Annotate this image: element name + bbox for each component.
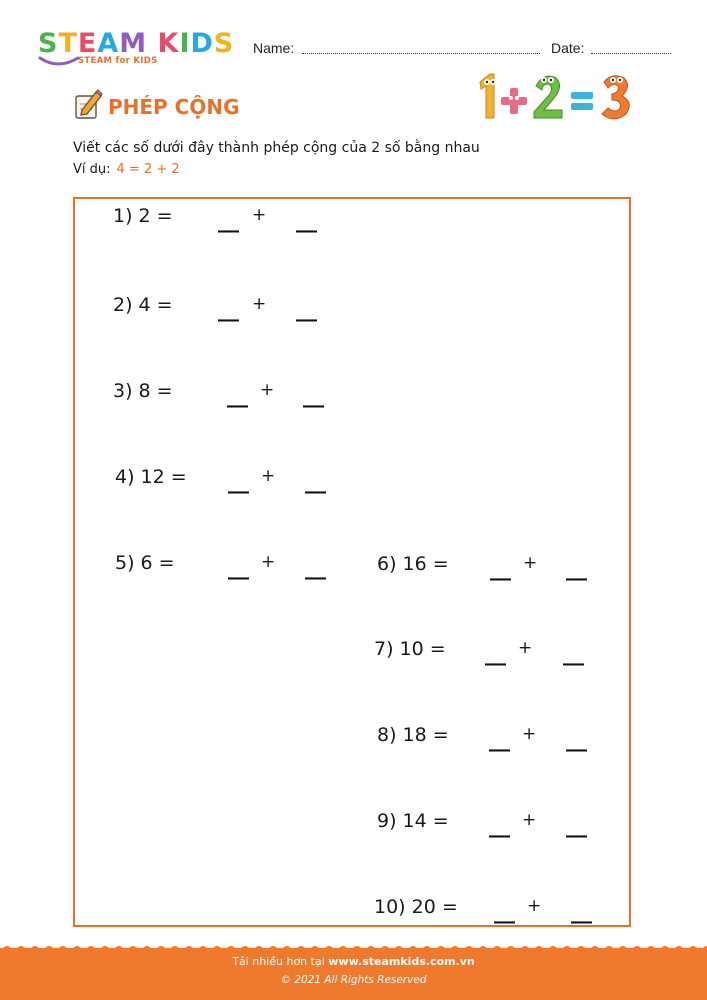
problem-3-blank-1[interactable]: __ bbox=[227, 383, 247, 408]
footer-download-line bbox=[0, 955, 707, 968]
problem-1-plus: + bbox=[252, 205, 267, 225]
problem-8-label: 8) 18 = bbox=[377, 724, 449, 746]
footer-website-link[interactable]: www.steamkids.com.vn bbox=[328, 955, 475, 968]
problem-4-blank-2[interactable]: __ bbox=[305, 469, 325, 494]
problem-6-plus: + bbox=[523, 553, 538, 573]
steam-kids-logo bbox=[38, 30, 238, 74]
problem-7-blank-1[interactable]: __ bbox=[485, 641, 505, 666]
name-label: Name: bbox=[253, 40, 295, 56]
example-line bbox=[73, 162, 180, 177]
problem-9-blank-2[interactable]: __ bbox=[566, 813, 586, 838]
example-value: 4 = 2 + 2 bbox=[116, 162, 180, 177]
cartoon-one-icon bbox=[480, 74, 496, 118]
cartoon-three-icon bbox=[602, 76, 629, 119]
problem-5-blank-2[interactable]: __ bbox=[305, 555, 325, 580]
problem-6-blank-1[interactable]: __ bbox=[490, 556, 510, 581]
logo-swoosh-icon bbox=[38, 52, 80, 70]
problem-8-blank-2[interactable]: __ bbox=[566, 727, 586, 752]
problem-1-blank-2[interactable]: __ bbox=[296, 208, 316, 233]
problem-10-blank-1[interactable]: __ bbox=[494, 899, 514, 924]
problem-5-plus: + bbox=[261, 552, 276, 572]
problem-7-plus: + bbox=[518, 638, 533, 658]
problem-9-blank-1[interactable]: __ bbox=[489, 813, 509, 838]
footer-download-prefix: Tải nhiều hơn tại bbox=[232, 955, 325, 968]
logo-subtitle: STEAM for KIDS bbox=[78, 56, 158, 66]
problem-4-label: 4) 12 = bbox=[115, 466, 187, 488]
cartoon-equals-icon bbox=[571, 92, 593, 110]
footer-copyright: © 2021 All Rights Reserved bbox=[280, 974, 427, 986]
problem-3-label: 3) 8 = bbox=[113, 380, 173, 402]
example-label: Ví dụ: bbox=[73, 162, 111, 177]
problem-5-label: 5) 6 = bbox=[115, 552, 175, 574]
problem-2-blank-1[interactable]: __ bbox=[218, 297, 238, 322]
problem-9-label: 9) 14 = bbox=[377, 810, 449, 832]
problem-7-label: 7) 10 = bbox=[374, 638, 446, 660]
problem-8-plus: + bbox=[522, 724, 537, 744]
problem-3-blank-2[interactable]: __ bbox=[303, 383, 323, 408]
cartoon-numbers-illustration bbox=[466, 68, 646, 124]
date-field[interactable] bbox=[591, 53, 671, 54]
problem-6-label: 6) 16 = bbox=[377, 553, 449, 575]
name-field[interactable] bbox=[302, 53, 540, 54]
problem-6-blank-2[interactable]: __ bbox=[566, 556, 586, 581]
problem-10-blank-2[interactable]: __ bbox=[571, 899, 591, 924]
worksheet-title: PHÉP CỘNG bbox=[108, 95, 240, 119]
problem-10-plus: + bbox=[527, 896, 542, 916]
cartoon-two-icon bbox=[534, 76, 562, 118]
pencil-paper-icon bbox=[72, 88, 104, 120]
problem-2-plus: + bbox=[252, 294, 267, 314]
date-label: Date: bbox=[551, 40, 585, 56]
problem-1-label: 1) 2 = bbox=[113, 205, 173, 227]
problem-5-blank-1[interactable]: __ bbox=[228, 555, 248, 580]
problem-2-blank-2[interactable]: __ bbox=[296, 297, 316, 322]
cartoon-plus-icon bbox=[501, 88, 527, 114]
problem-7-blank-2[interactable]: __ bbox=[563, 641, 583, 666]
logo-wordmark: STEAM KIDS bbox=[38, 28, 235, 59]
problem-9-plus: + bbox=[522, 810, 537, 830]
problem-1-blank-1[interactable]: __ bbox=[218, 208, 238, 233]
problem-3-plus: + bbox=[260, 380, 275, 400]
instruction-text: Viết các số dưới đây thành phép cộng của 2 số bằng nhau bbox=[73, 140, 480, 156]
problem-8-blank-1[interactable]: __ bbox=[489, 727, 509, 752]
problem-2-label: 2) 4 = bbox=[113, 294, 173, 316]
problem-4-blank-1[interactable]: __ bbox=[228, 469, 248, 494]
problem-4-plus: + bbox=[261, 466, 276, 486]
problem-10-label: 10) 20 = bbox=[374, 896, 458, 918]
